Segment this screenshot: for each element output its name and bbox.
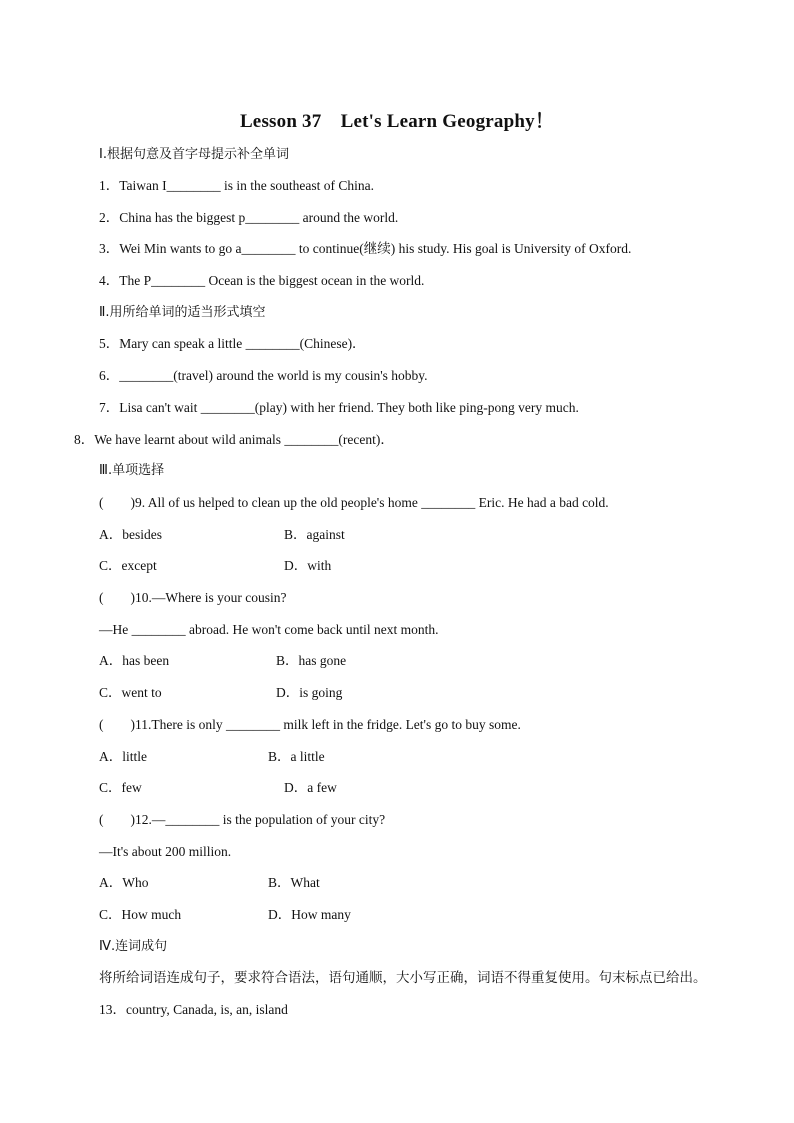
question-11-stem: ( )11.There is only ________ milk left in the fridge. Let's go to buy some. [99, 717, 521, 732]
question-13: 13．country, Canada, is, an, island [99, 1002, 288, 1017]
section3-heading: Ⅲ.单项选择 [99, 463, 165, 478]
question-12-stem2: —It's about 200 million. [99, 844, 232, 859]
question-10-stem2: —He ________ abroad. He won't come back until next month. [99, 622, 439, 637]
question-4: 4．The P________ Ocean is the biggest ocean in the world. [99, 273, 425, 288]
q10-option-c: C．went to [99, 685, 162, 700]
question-9-stem: ( )9. All of us helped to clean up the old people's home ________ Eric. He had a bad cold. [99, 495, 609, 510]
q9-option-a: A．besides [99, 527, 162, 542]
page-title: Lesson 37 Let's Learn Geography！ [239, 111, 555, 132]
section2-heading: Ⅱ.用所给单词的适当形式填空 [99, 305, 266, 320]
q11-option-c: C．few [99, 780, 142, 795]
question-12-stem: ( )12.—________ is the population of your city? [99, 812, 386, 827]
question-5: 5．Mary can speak a little ________(Chinese)． [99, 336, 366, 351]
section1-heading: Ⅰ.根据句意及首字母提示补全单词 [99, 147, 289, 162]
q11-option-b: B．a little [268, 749, 325, 764]
q10-option-d: D．is going [276, 685, 343, 700]
q9-option-c: C．except [99, 558, 157, 573]
question-2: 2．China has the biggest p________ around the world. [99, 210, 399, 225]
section4-instruction: 将所给词语连成句子，要求符合语法，语句通顺，大小写正确，词语不得重复使用。句末标点已给出。 [99, 970, 707, 986]
question-10-stem: ( )10.—Where is your cousin? [99, 590, 287, 605]
q12-option-b: B．What [268, 875, 320, 890]
q12-option-c: C．How much [99, 907, 182, 922]
q9-option-b: B．against [284, 527, 345, 542]
q12-option-a: A．Who [99, 875, 149, 890]
question-6: 6．________(travel) around the world is my cousin's hobby. [99, 368, 428, 383]
q10-option-b: B．has gone [276, 653, 347, 668]
section4-heading: Ⅳ.连词成句 [99, 939, 168, 954]
q10-option-a: A．has been [99, 653, 170, 668]
q11-option-d: D．a few [284, 780, 337, 795]
question-8: 8．We have learnt about wild animals ________(recent)． [74, 432, 394, 447]
q11-option-a: A．little [99, 749, 147, 764]
question-7: 7．Lisa can't wait ________(play) with her friend. They both like ping-pong very much. [99, 400, 579, 415]
question-3: 3．Wei Min wants to go a________ to continue(继续) his study. His goal is University of Oxford. [99, 241, 632, 256]
question-1: 1．Taiwan I________ is in the southeast of China. [99, 178, 375, 193]
q9-option-d: D．with [284, 558, 332, 573]
q12-option-d: D．How many [268, 907, 351, 922]
